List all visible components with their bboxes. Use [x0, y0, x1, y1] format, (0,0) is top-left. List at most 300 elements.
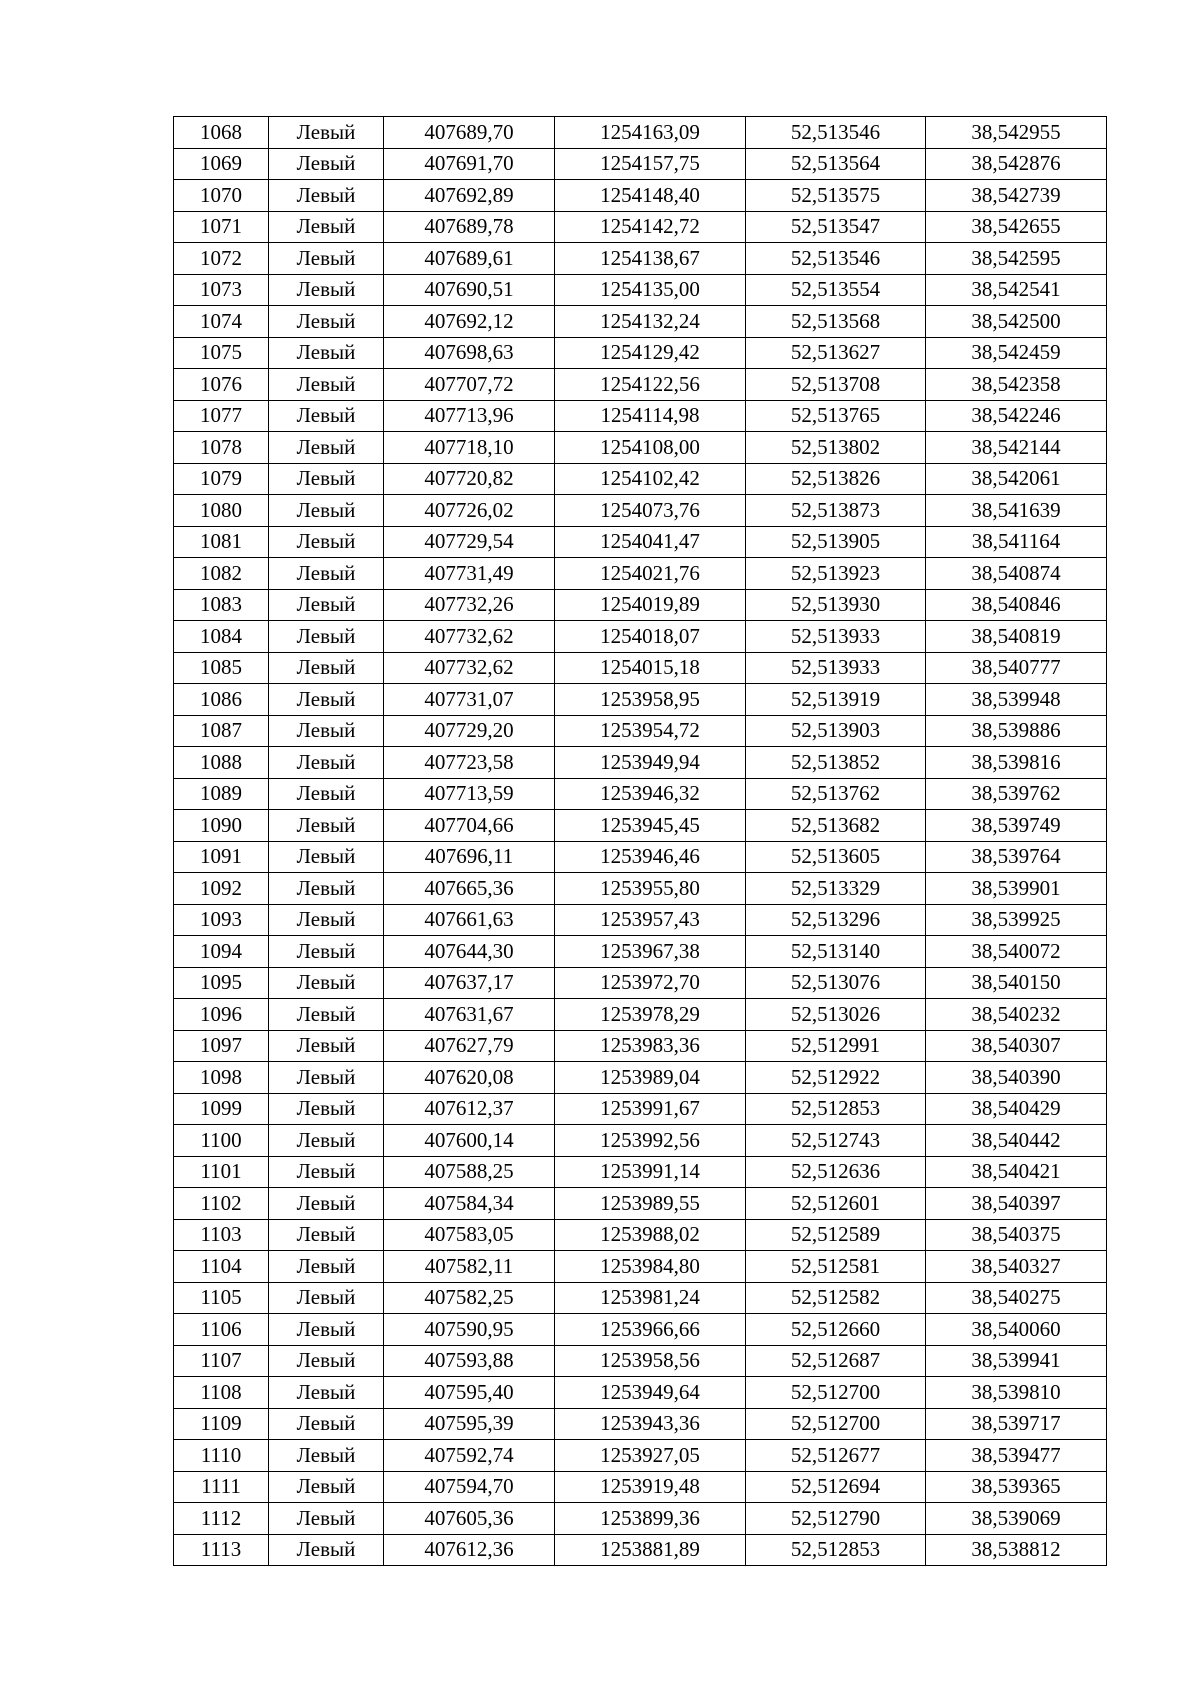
longitude-cell: 38,539948 — [926, 684, 1107, 716]
table-row — [174, 243, 1107, 275]
table-row — [174, 558, 1107, 590]
x-coordinate-cell: 407612,36 — [384, 1534, 555, 1566]
longitude-cell: 38,539925 — [926, 904, 1107, 936]
side-cell: Левый — [269, 589, 384, 621]
side-cell: Левый — [269, 526, 384, 558]
latitude-cell: 52,513923 — [746, 558, 926, 590]
x-coordinate-cell: 407732,62 — [384, 621, 555, 653]
table-row — [174, 463, 1107, 495]
point-number-cell: 1110 — [174, 1440, 269, 1472]
table-row — [174, 180, 1107, 212]
x-coordinate-cell: 407612,37 — [384, 1093, 555, 1125]
point-number-cell: 1112 — [174, 1503, 269, 1535]
x-coordinate-cell: 407731,07 — [384, 684, 555, 716]
x-coordinate-cell: 407665,36 — [384, 873, 555, 905]
y-coordinate-cell: 1254148,40 — [555, 180, 746, 212]
x-coordinate-cell: 407704,66 — [384, 810, 555, 842]
point-number-cell: 1097 — [174, 1030, 269, 1062]
latitude-cell: 52,512991 — [746, 1030, 926, 1062]
y-coordinate-cell: 1254073,76 — [555, 495, 746, 527]
longitude-cell: 38,540232 — [926, 999, 1107, 1031]
table-row — [174, 1345, 1107, 1377]
y-coordinate-cell: 1253984,80 — [555, 1251, 746, 1283]
latitude-cell: 52,513568 — [746, 306, 926, 338]
longitude-cell: 38,539477 — [926, 1440, 1107, 1472]
latitude-cell: 52,512660 — [746, 1314, 926, 1346]
side-cell: Левый — [269, 1534, 384, 1566]
table-row — [174, 1093, 1107, 1125]
longitude-cell: 38,541164 — [926, 526, 1107, 558]
x-coordinate-cell: 407689,70 — [384, 117, 555, 149]
point-number-cell: 1093 — [174, 904, 269, 936]
point-number-cell: 1091 — [174, 841, 269, 873]
latitude-cell: 52,513026 — [746, 999, 926, 1031]
longitude-cell: 38,539365 — [926, 1471, 1107, 1503]
side-cell: Левый — [269, 1251, 384, 1283]
side-cell: Левый — [269, 1471, 384, 1503]
side-cell: Левый — [269, 400, 384, 432]
longitude-cell: 38,539069 — [926, 1503, 1107, 1535]
side-cell: Левый — [269, 999, 384, 1031]
y-coordinate-cell: 1253967,38 — [555, 936, 746, 968]
point-number-cell: 1089 — [174, 778, 269, 810]
x-coordinate-cell: 407723,58 — [384, 747, 555, 779]
side-cell: Левый — [269, 148, 384, 180]
longitude-cell: 38,540442 — [926, 1125, 1107, 1157]
table-row — [174, 306, 1107, 338]
table-row — [174, 526, 1107, 558]
x-coordinate-cell: 407584,34 — [384, 1188, 555, 1220]
side-cell: Левый — [269, 967, 384, 999]
latitude-cell: 52,513903 — [746, 715, 926, 747]
point-number-cell: 1107 — [174, 1345, 269, 1377]
side-cell: Левый — [269, 337, 384, 369]
longitude-cell: 38,540874 — [926, 558, 1107, 590]
table-row — [174, 652, 1107, 684]
y-coordinate-cell: 1253899,36 — [555, 1503, 746, 1535]
table-row — [174, 274, 1107, 306]
latitude-cell: 52,513919 — [746, 684, 926, 716]
latitude-cell: 52,513708 — [746, 369, 926, 401]
longitude-cell: 38,540421 — [926, 1156, 1107, 1188]
longitude-cell: 38,540819 — [926, 621, 1107, 653]
latitude-cell: 52,512853 — [746, 1534, 926, 1566]
point-number-cell: 1095 — [174, 967, 269, 999]
side-cell: Левый — [269, 810, 384, 842]
y-coordinate-cell: 1253992,56 — [555, 1125, 746, 1157]
side-cell: Левый — [269, 621, 384, 653]
table-row — [174, 1377, 1107, 1409]
latitude-cell: 52,512601 — [746, 1188, 926, 1220]
point-number-cell: 1098 — [174, 1062, 269, 1094]
side-cell: Левый — [269, 1314, 384, 1346]
x-coordinate-cell: 407729,20 — [384, 715, 555, 747]
x-coordinate-cell: 407718,10 — [384, 432, 555, 464]
y-coordinate-cell: 1254102,42 — [555, 463, 746, 495]
y-coordinate-cell: 1253954,72 — [555, 715, 746, 747]
point-number-cell: 1073 — [174, 274, 269, 306]
point-number-cell: 1113 — [174, 1534, 269, 1566]
table-row — [174, 778, 1107, 810]
table-row — [174, 841, 1107, 873]
table-row — [174, 1534, 1107, 1566]
y-coordinate-cell: 1253966,66 — [555, 1314, 746, 1346]
y-coordinate-cell: 1253949,64 — [555, 1377, 746, 1409]
longitude-cell: 38,540429 — [926, 1093, 1107, 1125]
x-coordinate-cell: 407588,25 — [384, 1156, 555, 1188]
point-number-cell: 1071 — [174, 211, 269, 243]
longitude-cell: 38,540150 — [926, 967, 1107, 999]
latitude-cell: 52,512922 — [746, 1062, 926, 1094]
point-number-cell: 1100 — [174, 1125, 269, 1157]
y-coordinate-cell: 1254138,67 — [555, 243, 746, 275]
x-coordinate-cell: 407637,17 — [384, 967, 555, 999]
longitude-cell: 38,542500 — [926, 306, 1107, 338]
point-number-cell: 1083 — [174, 589, 269, 621]
point-number-cell: 1070 — [174, 180, 269, 212]
table-row — [174, 715, 1107, 747]
y-coordinate-cell: 1254122,56 — [555, 369, 746, 401]
y-coordinate-cell: 1254142,72 — [555, 211, 746, 243]
latitude-cell: 52,513564 — [746, 148, 926, 180]
x-coordinate-cell: 407713,96 — [384, 400, 555, 432]
y-coordinate-cell: 1253955,80 — [555, 873, 746, 905]
point-number-cell: 1084 — [174, 621, 269, 653]
x-coordinate-cell: 407593,88 — [384, 1345, 555, 1377]
x-coordinate-cell: 407594,70 — [384, 1471, 555, 1503]
longitude-cell: 38,539717 — [926, 1408, 1107, 1440]
side-cell: Левый — [269, 1219, 384, 1251]
longitude-cell: 38,540072 — [926, 936, 1107, 968]
longitude-cell: 38,542955 — [926, 117, 1107, 149]
side-cell: Левый — [269, 715, 384, 747]
y-coordinate-cell: 1253972,70 — [555, 967, 746, 999]
latitude-cell: 52,513762 — [746, 778, 926, 810]
table-row — [174, 1062, 1107, 1094]
latitude-cell: 52,512581 — [746, 1251, 926, 1283]
x-coordinate-cell: 407627,79 — [384, 1030, 555, 1062]
longitude-cell: 38,539749 — [926, 810, 1107, 842]
latitude-cell: 52,512694 — [746, 1471, 926, 1503]
latitude-cell: 52,513547 — [746, 211, 926, 243]
side-cell: Левый — [269, 1125, 384, 1157]
table-row — [174, 1156, 1107, 1188]
point-number-cell: 1087 — [174, 715, 269, 747]
x-coordinate-cell: 407582,11 — [384, 1251, 555, 1283]
table-row — [174, 1471, 1107, 1503]
side-cell: Левый — [269, 873, 384, 905]
table-row — [174, 211, 1107, 243]
latitude-cell: 52,513933 — [746, 652, 926, 684]
y-coordinate-cell: 1253957,43 — [555, 904, 746, 936]
longitude-cell: 38,542358 — [926, 369, 1107, 401]
latitude-cell: 52,513765 — [746, 400, 926, 432]
y-coordinate-cell: 1253946,32 — [555, 778, 746, 810]
side-cell: Левый — [269, 778, 384, 810]
y-coordinate-cell: 1254041,47 — [555, 526, 746, 558]
y-coordinate-cell: 1254163,09 — [555, 117, 746, 149]
longitude-cell: 38,542144 — [926, 432, 1107, 464]
longitude-cell: 38,540397 — [926, 1188, 1107, 1220]
latitude-cell: 52,513575 — [746, 180, 926, 212]
latitude-cell: 52,512853 — [746, 1093, 926, 1125]
y-coordinate-cell: 1253958,56 — [555, 1345, 746, 1377]
longitude-cell: 38,540777 — [926, 652, 1107, 684]
side-cell: Левый — [269, 117, 384, 149]
table-row — [174, 337, 1107, 369]
point-number-cell: 1079 — [174, 463, 269, 495]
table-row — [174, 1188, 1107, 1220]
latitude-cell: 52,513546 — [746, 243, 926, 275]
point-number-cell: 1102 — [174, 1188, 269, 1220]
x-coordinate-cell: 407620,08 — [384, 1062, 555, 1094]
table-row — [174, 621, 1107, 653]
side-cell: Левый — [269, 180, 384, 212]
side-cell: Левый — [269, 1188, 384, 1220]
point-number-cell: 1076 — [174, 369, 269, 401]
point-number-cell: 1106 — [174, 1314, 269, 1346]
x-coordinate-cell: 407731,49 — [384, 558, 555, 590]
x-coordinate-cell: 407661,63 — [384, 904, 555, 936]
latitude-cell: 52,512790 — [746, 1503, 926, 1535]
side-cell: Левый — [269, 747, 384, 779]
point-number-cell: 1082 — [174, 558, 269, 590]
longitude-cell: 38,542876 — [926, 148, 1107, 180]
y-coordinate-cell: 1254019,89 — [555, 589, 746, 621]
longitude-cell: 38,540275 — [926, 1282, 1107, 1314]
latitude-cell: 52,512700 — [746, 1408, 926, 1440]
side-cell: Левый — [269, 432, 384, 464]
y-coordinate-cell: 1254018,07 — [555, 621, 746, 653]
table-row — [174, 148, 1107, 180]
side-cell: Левый — [269, 904, 384, 936]
table-row — [174, 117, 1107, 149]
y-coordinate-cell: 1254129,42 — [555, 337, 746, 369]
latitude-cell: 52,513873 — [746, 495, 926, 527]
side-cell: Левый — [269, 211, 384, 243]
y-coordinate-cell: 1254132,24 — [555, 306, 746, 338]
table-row — [174, 1125, 1107, 1157]
longitude-cell: 38,539764 — [926, 841, 1107, 873]
point-number-cell: 1075 — [174, 337, 269, 369]
x-coordinate-cell: 407595,39 — [384, 1408, 555, 1440]
x-coordinate-cell: 407590,95 — [384, 1314, 555, 1346]
x-coordinate-cell: 407605,36 — [384, 1503, 555, 1535]
x-coordinate-cell: 407691,70 — [384, 148, 555, 180]
x-coordinate-cell: 407689,61 — [384, 243, 555, 275]
side-cell: Левый — [269, 1062, 384, 1094]
table-row — [174, 967, 1107, 999]
side-cell: Левый — [269, 274, 384, 306]
table-row — [174, 400, 1107, 432]
x-coordinate-cell: 407692,12 — [384, 306, 555, 338]
latitude-cell: 52,513905 — [746, 526, 926, 558]
y-coordinate-cell: 1253989,04 — [555, 1062, 746, 1094]
y-coordinate-cell: 1253981,24 — [555, 1282, 746, 1314]
x-coordinate-cell: 407732,62 — [384, 652, 555, 684]
side-cell: Левый — [269, 936, 384, 968]
point-number-cell: 1105 — [174, 1282, 269, 1314]
y-coordinate-cell: 1253989,55 — [555, 1188, 746, 1220]
longitude-cell: 38,540390 — [926, 1062, 1107, 1094]
longitude-cell: 38,540846 — [926, 589, 1107, 621]
table-row — [174, 432, 1107, 464]
longitude-cell: 38,542739 — [926, 180, 1107, 212]
table-row — [174, 1219, 1107, 1251]
side-cell: Левый — [269, 1282, 384, 1314]
y-coordinate-cell: 1253946,46 — [555, 841, 746, 873]
side-cell: Левый — [269, 1377, 384, 1409]
side-cell: Левый — [269, 558, 384, 590]
y-coordinate-cell: 1254015,18 — [555, 652, 746, 684]
x-coordinate-cell: 407592,74 — [384, 1440, 555, 1472]
latitude-cell: 52,513826 — [746, 463, 926, 495]
point-number-cell: 1080 — [174, 495, 269, 527]
latitude-cell: 52,512687 — [746, 1345, 926, 1377]
y-coordinate-cell: 1253943,36 — [555, 1408, 746, 1440]
side-cell: Левый — [269, 495, 384, 527]
longitude-cell: 38,540060 — [926, 1314, 1107, 1346]
point-number-cell: 1085 — [174, 652, 269, 684]
latitude-cell: 52,513296 — [746, 904, 926, 936]
longitude-cell: 38,542655 — [926, 211, 1107, 243]
x-coordinate-cell: 407729,54 — [384, 526, 555, 558]
x-coordinate-cell: 407696,11 — [384, 841, 555, 873]
longitude-cell: 38,540375 — [926, 1219, 1107, 1251]
x-coordinate-cell: 407582,25 — [384, 1282, 555, 1314]
point-number-cell: 1101 — [174, 1156, 269, 1188]
point-number-cell: 1072 — [174, 243, 269, 275]
y-coordinate-cell: 1253949,94 — [555, 747, 746, 779]
side-cell: Левый — [269, 1030, 384, 1062]
side-cell: Левый — [269, 1408, 384, 1440]
latitude-cell: 52,513682 — [746, 810, 926, 842]
longitude-cell: 38,542459 — [926, 337, 1107, 369]
point-number-cell: 1104 — [174, 1251, 269, 1283]
table-row — [174, 810, 1107, 842]
table-row — [174, 999, 1107, 1031]
table-row — [174, 589, 1107, 621]
y-coordinate-cell: 1253983,36 — [555, 1030, 746, 1062]
point-number-cell: 1111 — [174, 1471, 269, 1503]
point-number-cell: 1069 — [174, 148, 269, 180]
table-row — [174, 495, 1107, 527]
longitude-cell: 38,539941 — [926, 1345, 1107, 1377]
latitude-cell: 52,513076 — [746, 967, 926, 999]
longitude-cell: 38,539886 — [926, 715, 1107, 747]
longitude-cell: 38,539810 — [926, 1377, 1107, 1409]
longitude-cell: 38,542061 — [926, 463, 1107, 495]
table-row — [174, 1282, 1107, 1314]
table-row — [174, 1440, 1107, 1472]
y-coordinate-cell: 1254021,76 — [555, 558, 746, 590]
x-coordinate-cell: 407720,82 — [384, 463, 555, 495]
side-cell: Левый — [269, 243, 384, 275]
point-number-cell: 1090 — [174, 810, 269, 842]
x-coordinate-cell: 407732,26 — [384, 589, 555, 621]
x-coordinate-cell: 407726,02 — [384, 495, 555, 527]
y-coordinate-cell: 1253919,48 — [555, 1471, 746, 1503]
longitude-cell: 38,541639 — [926, 495, 1107, 527]
side-cell: Левый — [269, 1093, 384, 1125]
longitude-cell: 38,539762 — [926, 778, 1107, 810]
longitude-cell: 38,538812 — [926, 1534, 1107, 1566]
table-row — [174, 369, 1107, 401]
y-coordinate-cell: 1253958,95 — [555, 684, 746, 716]
x-coordinate-cell: 407707,72 — [384, 369, 555, 401]
latitude-cell: 52,512589 — [746, 1219, 926, 1251]
point-number-cell: 1086 — [174, 684, 269, 716]
y-coordinate-cell: 1254114,98 — [555, 400, 746, 432]
table-row — [174, 684, 1107, 716]
longitude-cell: 38,542595 — [926, 243, 1107, 275]
longitude-cell: 38,539901 — [926, 873, 1107, 905]
x-coordinate-cell: 407713,59 — [384, 778, 555, 810]
x-coordinate-cell: 407600,14 — [384, 1125, 555, 1157]
side-cell: Левый — [269, 369, 384, 401]
latitude-cell: 52,513802 — [746, 432, 926, 464]
latitude-cell: 52,513546 — [746, 117, 926, 149]
point-number-cell: 1099 — [174, 1093, 269, 1125]
point-number-cell: 1078 — [174, 432, 269, 464]
point-number-cell: 1092 — [174, 873, 269, 905]
side-cell: Левый — [269, 841, 384, 873]
table-row — [174, 1408, 1107, 1440]
latitude-cell: 52,513140 — [746, 936, 926, 968]
y-coordinate-cell: 1253988,02 — [555, 1219, 746, 1251]
point-number-cell: 1088 — [174, 747, 269, 779]
longitude-cell: 38,540327 — [926, 1251, 1107, 1283]
side-cell: Левый — [269, 306, 384, 338]
point-number-cell: 1094 — [174, 936, 269, 968]
point-number-cell: 1109 — [174, 1408, 269, 1440]
point-number-cell: 1103 — [174, 1219, 269, 1251]
y-coordinate-cell: 1254108,00 — [555, 432, 746, 464]
latitude-cell: 52,512700 — [746, 1377, 926, 1409]
y-coordinate-cell: 1253927,05 — [555, 1440, 746, 1472]
x-coordinate-cell: 407698,63 — [384, 337, 555, 369]
y-coordinate-cell: 1253991,14 — [555, 1156, 746, 1188]
y-coordinate-cell: 1253991,67 — [555, 1093, 746, 1125]
latitude-cell: 52,512677 — [746, 1440, 926, 1472]
latitude-cell: 52,513605 — [746, 841, 926, 873]
point-number-cell: 1074 — [174, 306, 269, 338]
y-coordinate-cell: 1253881,89 — [555, 1534, 746, 1566]
x-coordinate-cell: 407595,40 — [384, 1377, 555, 1409]
side-cell: Левый — [269, 1156, 384, 1188]
point-number-cell: 1108 — [174, 1377, 269, 1409]
latitude-cell: 52,513933 — [746, 621, 926, 653]
x-coordinate-cell: 407690,51 — [384, 274, 555, 306]
side-cell: Левый — [269, 1503, 384, 1535]
coordinates-table-body — [174, 117, 1107, 1566]
table-row — [174, 904, 1107, 936]
x-coordinate-cell: 407692,89 — [384, 180, 555, 212]
latitude-cell: 52,512743 — [746, 1125, 926, 1157]
y-coordinate-cell: 1254157,75 — [555, 148, 746, 180]
longitude-cell: 38,540307 — [926, 1030, 1107, 1062]
y-coordinate-cell: 1253945,45 — [555, 810, 746, 842]
x-coordinate-cell: 407631,67 — [384, 999, 555, 1031]
point-number-cell: 1096 — [174, 999, 269, 1031]
point-number-cell: 1077 — [174, 400, 269, 432]
side-cell: Левый — [269, 652, 384, 684]
coordinates-table — [173, 116, 1107, 1566]
table-row — [174, 1251, 1107, 1283]
latitude-cell: 52,513627 — [746, 337, 926, 369]
side-cell: Левый — [269, 684, 384, 716]
y-coordinate-cell: 1254135,00 — [555, 274, 746, 306]
